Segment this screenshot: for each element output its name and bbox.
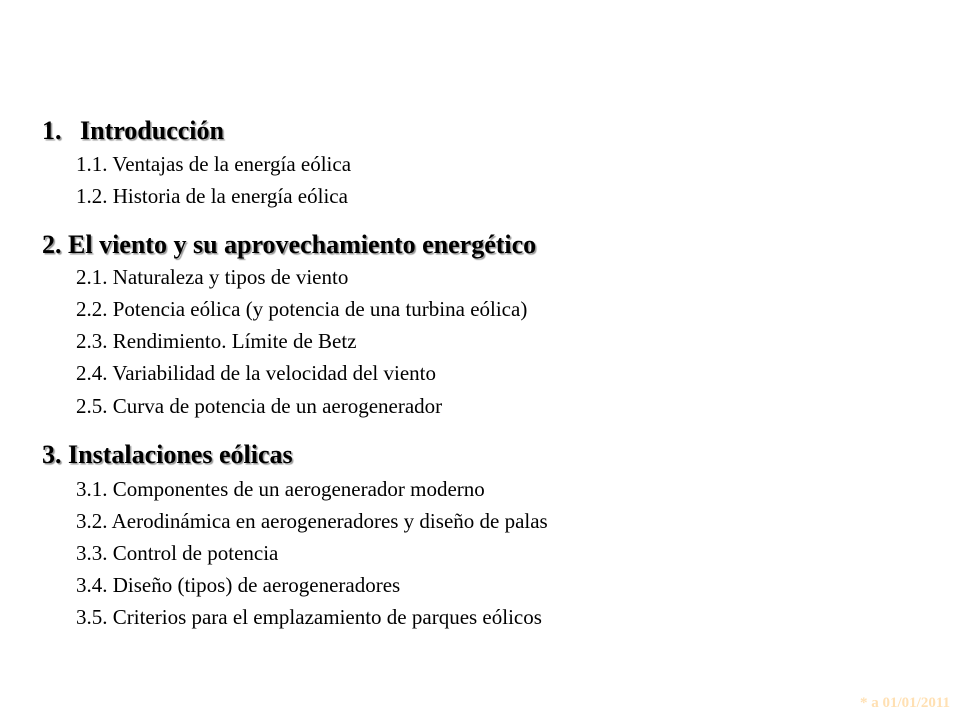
section-2-item-1: 2.1. Naturaleza y tipos de viento xyxy=(76,265,349,289)
section-2-item-3: 2.3. Rendimiento. Límite de Betz xyxy=(76,329,357,353)
section-1-item-1: 1.1. Ventajas de la energía eólica xyxy=(76,152,352,176)
section-1-number: 1. xyxy=(42,116,62,145)
section-1-item-2: 1.2. Historia de la energía eólica xyxy=(76,184,348,208)
section-3-title: 3. Instalaciones eólicas xyxy=(42,440,293,469)
section-1-title: Introducción xyxy=(80,116,224,145)
section-2-item-2: 2.2. Potencia eólica (y potencia de una turbina eólica) xyxy=(76,297,528,321)
section-2-item-4: 2.4. Variabilidad de la velocidad del viento xyxy=(76,361,437,385)
section-3-item-3: 3.3. Control de potencia xyxy=(76,541,279,565)
section-2-item-5: 2.5. Curva de potencia de un aerogenerador xyxy=(76,394,443,418)
section-3-item-2: 3.2. Aerodinámica en aerogeneradores y diseño de palas xyxy=(76,509,548,533)
footnote-date: * a 01/01/2011 xyxy=(859,695,950,711)
section-3-item-5: 3.5. Criterios para el emplazamiento de parques eólicos xyxy=(76,605,542,629)
section-3-item-4: 3.4. Diseño (tipos) de aerogeneradores xyxy=(76,573,401,597)
section-2-title: 2. El viento y su aprovechamiento energético xyxy=(42,230,537,259)
section-3-item-1: 3.1. Componentes de un aerogenerador moderno xyxy=(76,477,485,501)
